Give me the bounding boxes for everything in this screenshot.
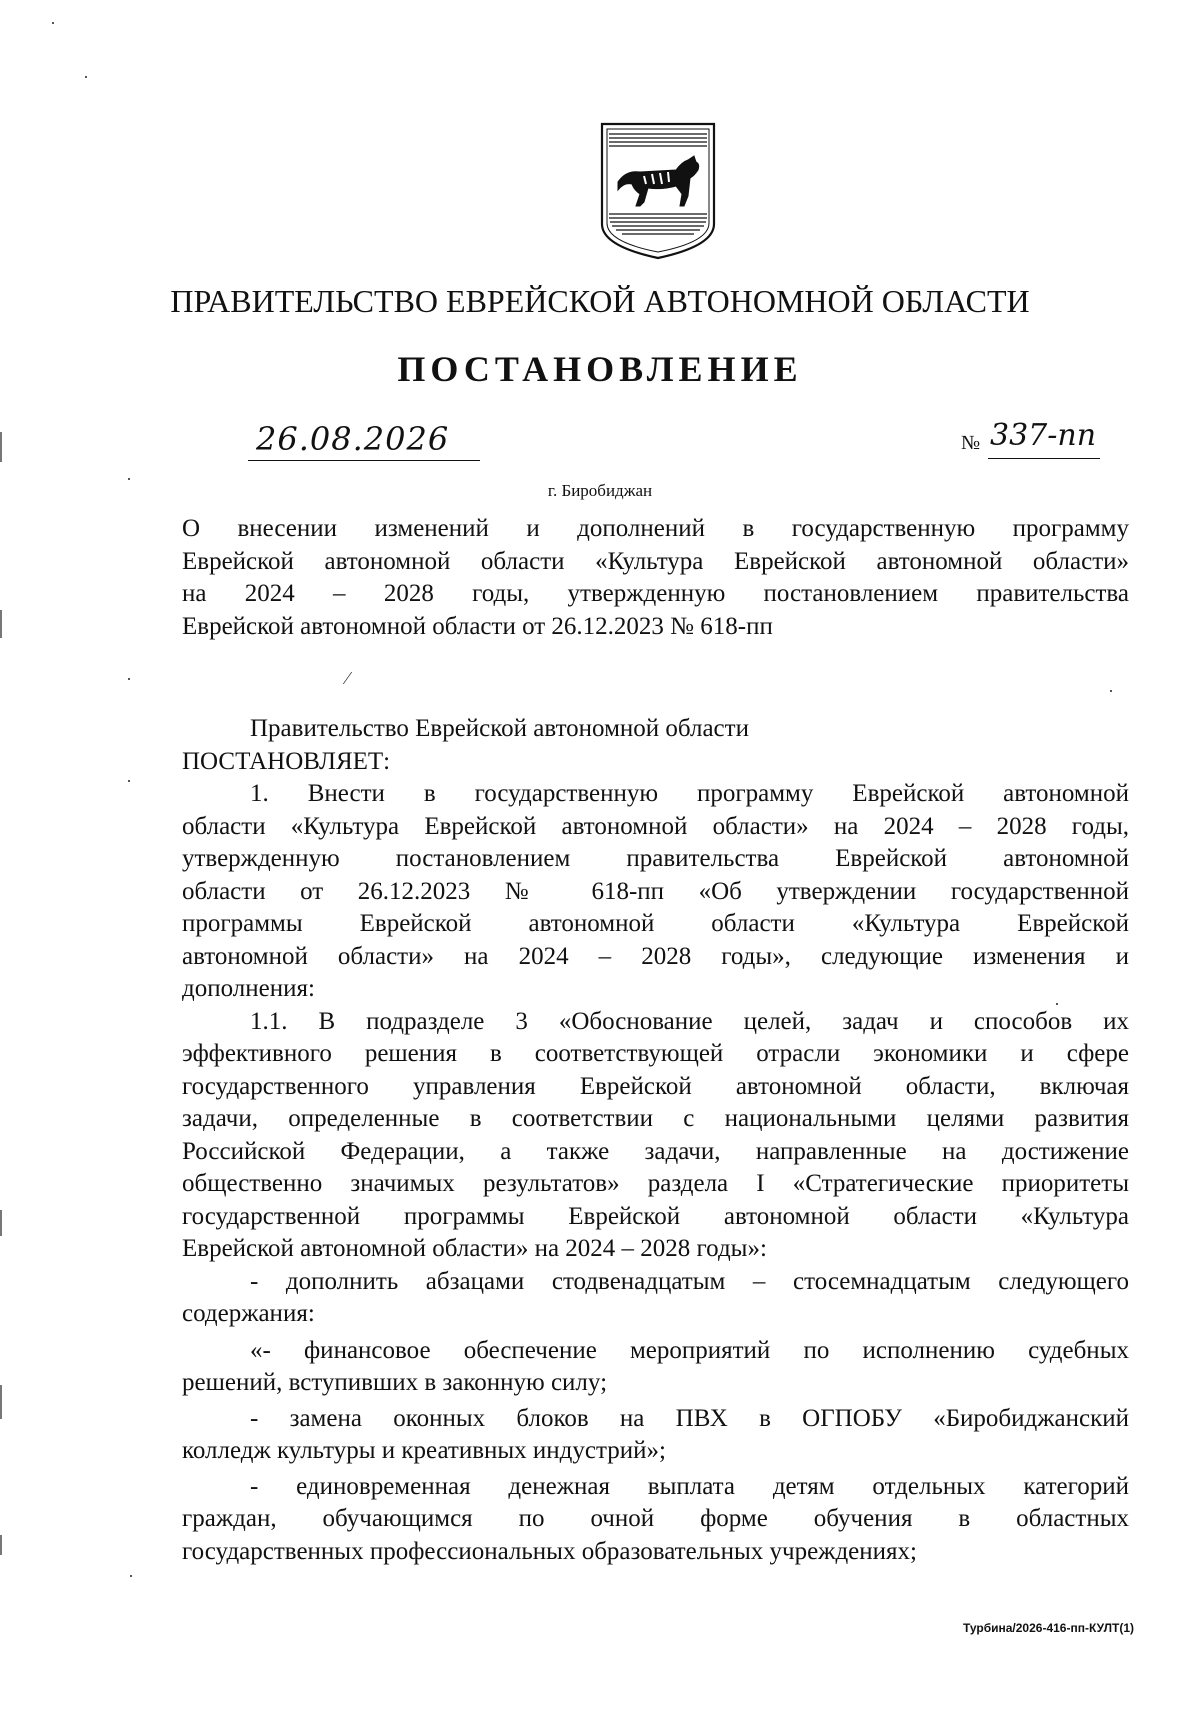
list-item-line: государственных профессиональных образовательных учреждениях; — [182, 1537, 917, 1565]
scan-speck — [85, 76, 87, 78]
scan-speck — [1056, 1003, 1058, 1005]
supplement-line: - дополнить абзацами стодвенадцатым – стосемнадцатым следующего — [250, 1267, 1129, 1295]
scan-speck — [1110, 690, 1112, 692]
city-line: г. Биробиджан — [547, 481, 653, 500]
point-1-1-line: общественно значимых результатов» раздела I «Стратегические приоритеты — [182, 1170, 1129, 1197]
scan-mark: ⁄ — [346, 668, 350, 688]
point-1-1-line: 1.1. В подразделе 3 «Обоснование целей, задач и способов их — [250, 1007, 1129, 1035]
list-item-line: граждан, обучающимся по очной форме обучения в областных — [182, 1505, 1129, 1532]
handwritten-number: 337-пп — [990, 418, 1097, 453]
scan-speck — [52, 22, 54, 24]
point-1-1-line: задачи, определенные в соответствии с национальными целями развития — [182, 1105, 1129, 1132]
point-1-line: 1. Внести в государственную программу Еврейской автономной — [250, 780, 1129, 807]
subject-line: Еврейской автономной области от 26.12.2023 № 618-пп — [182, 612, 773, 640]
point-1-1-line: государственного управления Еврейской автономной области, включая — [182, 1072, 1129, 1100]
decree-body — [182, 713, 1129, 1568]
decree-subject — [182, 513, 1129, 643]
scan-speck — [130, 1575, 132, 1577]
point-1-line: автономной области» на 2024 – 2028 годы», следующие изменения и — [182, 942, 1129, 970]
point-1-line: области от 26.12.2023 № 618-пп «Об утверждении государственной — [182, 877, 1129, 905]
point-1-line: дополнения: — [182, 975, 315, 1002]
point-1-1-line: Еврейской автономной области» на 2024 – 2028 годы»: — [182, 1235, 767, 1262]
preamble: Правительство Еврейской автономной области — [250, 715, 749, 742]
scan-speck — [128, 478, 130, 480]
date-field — [248, 420, 480, 461]
government-title: ПРАВИТЕЛЬСТВО ЕВРЕЙСКОЙ АВТОНОМНОЙ ОБЛАСТИ — [170, 283, 1030, 319]
list-item-line: - замена оконных блоков на ПВХ в ОГПОБУ «Биробиджанский — [250, 1404, 1129, 1432]
point-1-1-line: эффективного решения в соответствующей отрасли экономики и сфере — [182, 1040, 1129, 1067]
list-item-line: решений, вступивших в законную силу; — [182, 1369, 608, 1396]
scan-edge — [0, 610, 2, 638]
tiger-coat-of-arms-icon — [596, 120, 720, 262]
scan-edge — [0, 1210, 2, 1236]
point-1-1-line: Российской Федерации, а также задачи, направленные на достижение — [182, 1137, 1129, 1165]
list-item-line: колледж культуры и креативных индустрий»; — [182, 1437, 666, 1464]
subject-line: на 2024 – 2028 годы, утвержденную постановлением правительства — [182, 580, 1129, 607]
document-code: Турбина/2026-416-пп-КУЛТ(1) — [962, 1621, 1134, 1635]
document-type-title: ПОСТАНОВЛЕНИЕ — [397, 349, 803, 389]
list-item-line: - единовременная денежная выплата детям отдельных категорий — [250, 1472, 1129, 1500]
scan-speck — [128, 678, 130, 680]
resolves-word: ПОСТАНОВЛЯЕТ: — [182, 747, 391, 775]
subject-line: Еврейской автономной области «Культура Еврейской автономной области» — [182, 547, 1129, 575]
scan-edge — [0, 1385, 2, 1419]
list-item-line: «- финансовое обеспечение мероприятий по исполнению судебных — [250, 1336, 1129, 1364]
supplement-line: содержания: — [182, 1300, 315, 1327]
point-1-line: области «Культура Еврейской автономной области» на 2024 – 2028 годы, — [182, 812, 1129, 840]
scan-edge — [0, 432, 2, 462]
number-field — [988, 418, 1100, 459]
scan-speck — [128, 780, 130, 782]
point-1-line: программы Еврейской автономной области «Культура Еврейской — [182, 910, 1129, 937]
handwritten-date: 26.08.2026 — [256, 420, 450, 458]
point-1-line: утвержденную постановлением правительства Еврейской автономной — [182, 845, 1129, 872]
point-1-1-line: государственной программы Еврейской автономной области «Культура — [182, 1202, 1129, 1230]
number-sign: № — [961, 432, 981, 454]
scan-edge — [0, 1535, 2, 1555]
subject-line: О внесении изменений и дополнений в государственную программу — [182, 515, 1129, 542]
